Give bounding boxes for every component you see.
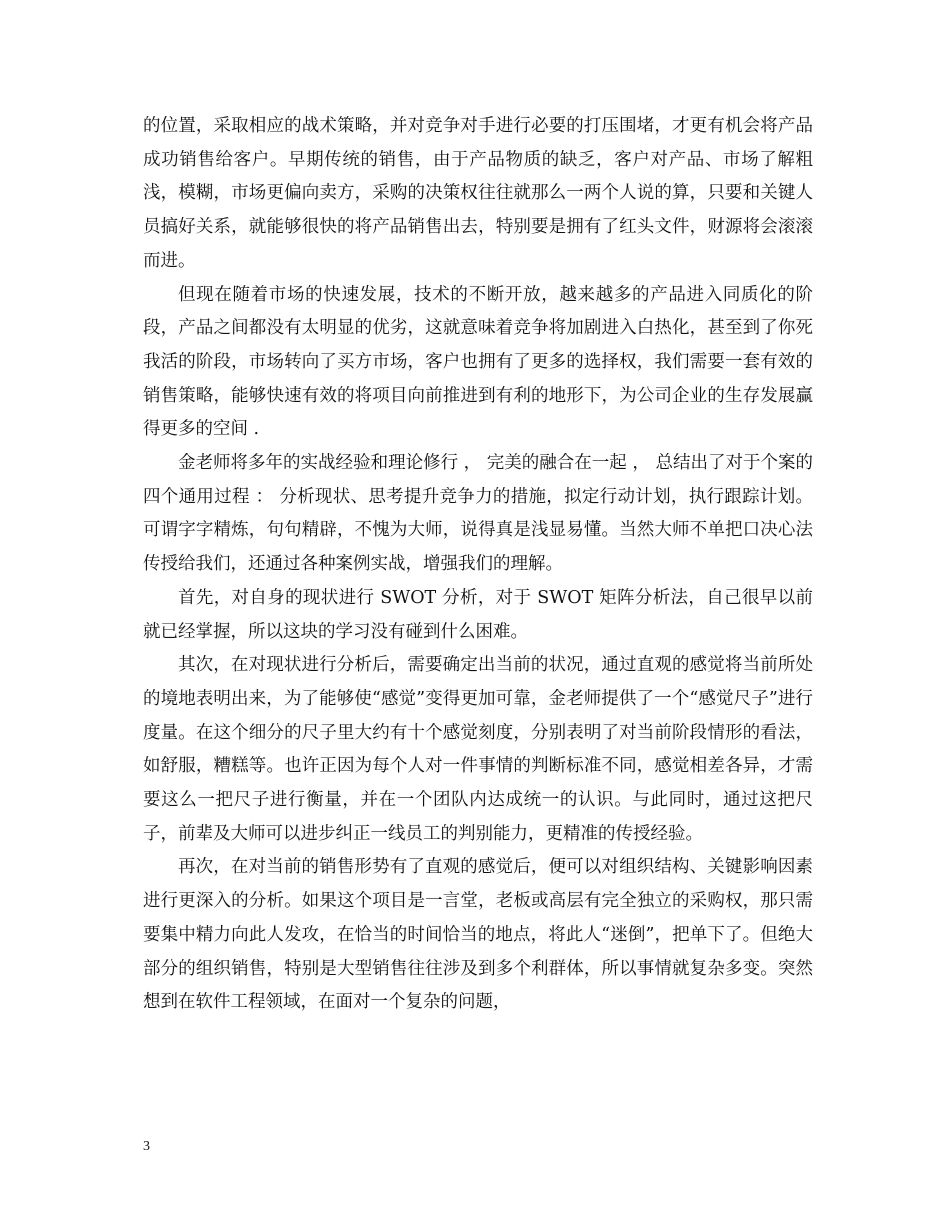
- page-number: 3: [143, 1139, 150, 1154]
- paragraph-4: 首先，对自身的现状进行 SWOT 分析，对于 SWOT 矩阵分析法，自己很早以前就已经掌握，所以这块的学习没有碰到什么困难。: [143, 587, 813, 642]
- document-body: [143, 110, 813, 1020]
- paragraph-6: 再次，在对当前的销售形势有了直观的感觉后，便可以对组织结构、关键影响因素进行更深入的分析。如果这个项目是一言堂，老板或高层有完全独立的采购权，那只需要集中精力向此人发攻，在恰当的时间恰当的地点，将此人“迷倒”，把单下了。但绝大部分的组织销售，特别是大型销售往往涉及到多个利群体，所以事情就复杂多变。突然想到在软件工程领域，在面对一个复杂的问题，: [143, 857, 813, 1013]
- paragraph-5: 其次，在对现状进行分析后，需要确定出当前的状况，通过直观的感觉将当前所处的境地表明出来，为了能够使“感觉”变得更加可靠，金老师提供了一个“感觉尺子”进行度量。在这个细分的尺子里大约有十个感觉刻度，分别表明了对当前阶段情形的看法，如舒服，糟糕等。也许正因为每个人对一件事情的判断标准不同，感觉相差各异，才需要这么一把尺子进行衡量，并在一个团队内达成统一的认识。与此同时，通过这把尺子，前辈及大师可以进步纠正一线员工的判别能力，更精准的传授经验。: [143, 655, 813, 844]
- paragraph-3: 金老师将多年的实战经验和理论修行 ， 完美的融合在一起 ， 总结出了对于个案的四个通用过程 ： 分析现状、思考提升竞争力的措施，拟定行动计划，执行跟踪计划。可谓字字精炼，句句精辟，不愧为大师，说得真是浅显易懂。当然大师不单把口决心法传授给我们，还通过各种案例实战，增强我们的理解。: [143, 453, 813, 575]
- paragraph-2: 但现在随着市场的快速发展，技术的不断开放，越来越多的产品进入同质化的阶段，产品之间都没有太明显的优劣，这就意味着竞争将加剧进入白热化，甚至到了你死我活的阶段，市场转向了买方市场，客户也拥有了更多的选择权，我们需要一套有效的销售策略，能够快速有效的将项目向前推进到有利的地形下，为公司企业的生存发展赢得更多的空间 .: [143, 284, 813, 440]
- paragraph-1: 的位置，采取相应的战术策略，并对竞争对手进行必要的打压围堵，才更有机会将产品成功销售给客户。早期传统的销售，由于产品物质的缺乏，客户对产品、市场了解粗浅，模糊，市场更偏向卖方，采购的决策权往往就那么一两个人说的算，只要和关键人员搞好关系，就能够很快的将产品销售出去，特别要是拥有了红头文件，财源将会滚滚而进。: [143, 116, 813, 271]
